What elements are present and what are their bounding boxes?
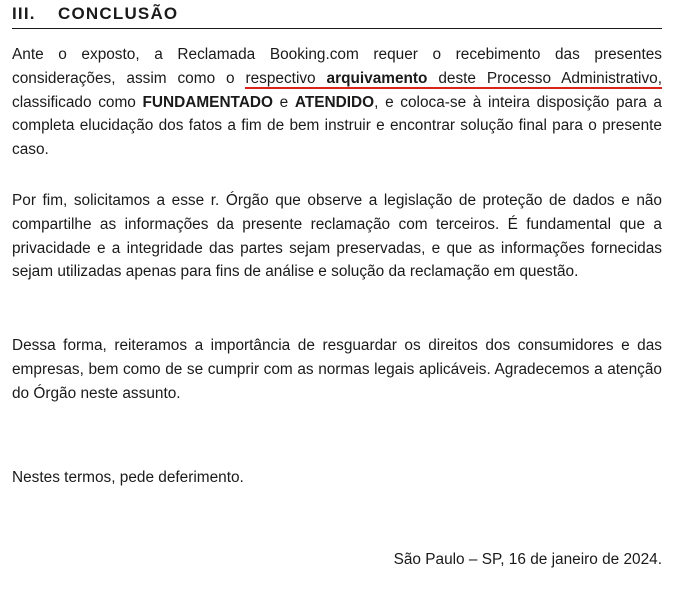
place-date-line: São Paulo – SP, 16 de janeiro de 2024. bbox=[393, 551, 662, 568]
p1-bold-fundamentado: FUNDAMENTADO bbox=[142, 93, 274, 111]
section-title: CONCLUSÃO bbox=[58, 4, 179, 23]
p1-underlined-1: respectivo bbox=[245, 69, 327, 87]
paragraph-data-protection: Por fim, solicitamos a esse r. Órgão que observe a legislação de proteção de dados e não compartilhe as informações da presente reclamação com terceiros. É fundamental que a privacidade e a integridade das partes sejam preservadas, e que as informações fornecidas sejam utilizadas apenas para fins de análise e solução da reclamação em questão. bbox=[12, 192, 662, 281]
p1-text-3: e bbox=[273, 93, 295, 111]
paragraph-thanks: Dessa forma, reiteramos a importância de resguardar os direitos dos consumidores e das empresas, bem como de se cumprir com as normas legais aplicáveis. Agradecemos a atenção do Órgão neste assunto. bbox=[12, 337, 662, 402]
section-number: III. bbox=[12, 4, 36, 23]
p1-bold-atendido: ATENDIDO bbox=[294, 93, 375, 111]
p1-underlined-bold: arquivamento bbox=[326, 69, 428, 87]
section-heading bbox=[12, 4, 662, 29]
p1-underlined-2: deste Processo Administrativo, bbox=[427, 69, 662, 87]
p1-text-1: Ante o exposto, a Reclamada Booking.com requer o recebimento das presentes considerações, assim como o bbox=[12, 46, 662, 87]
p1-text-2: classificado como bbox=[12, 93, 143, 111]
red-underlined-phrase bbox=[245, 70, 662, 89]
closing-line: Nestes termos, pede deferimento. bbox=[12, 469, 244, 486]
p1-text-4: , e coloca-se à inteira disposição para a completa elucidação dos fatos a fim de bem instruir e encontrar solução final para o presente caso. bbox=[12, 93, 662, 159]
paragraph-request bbox=[12, 43, 662, 162]
